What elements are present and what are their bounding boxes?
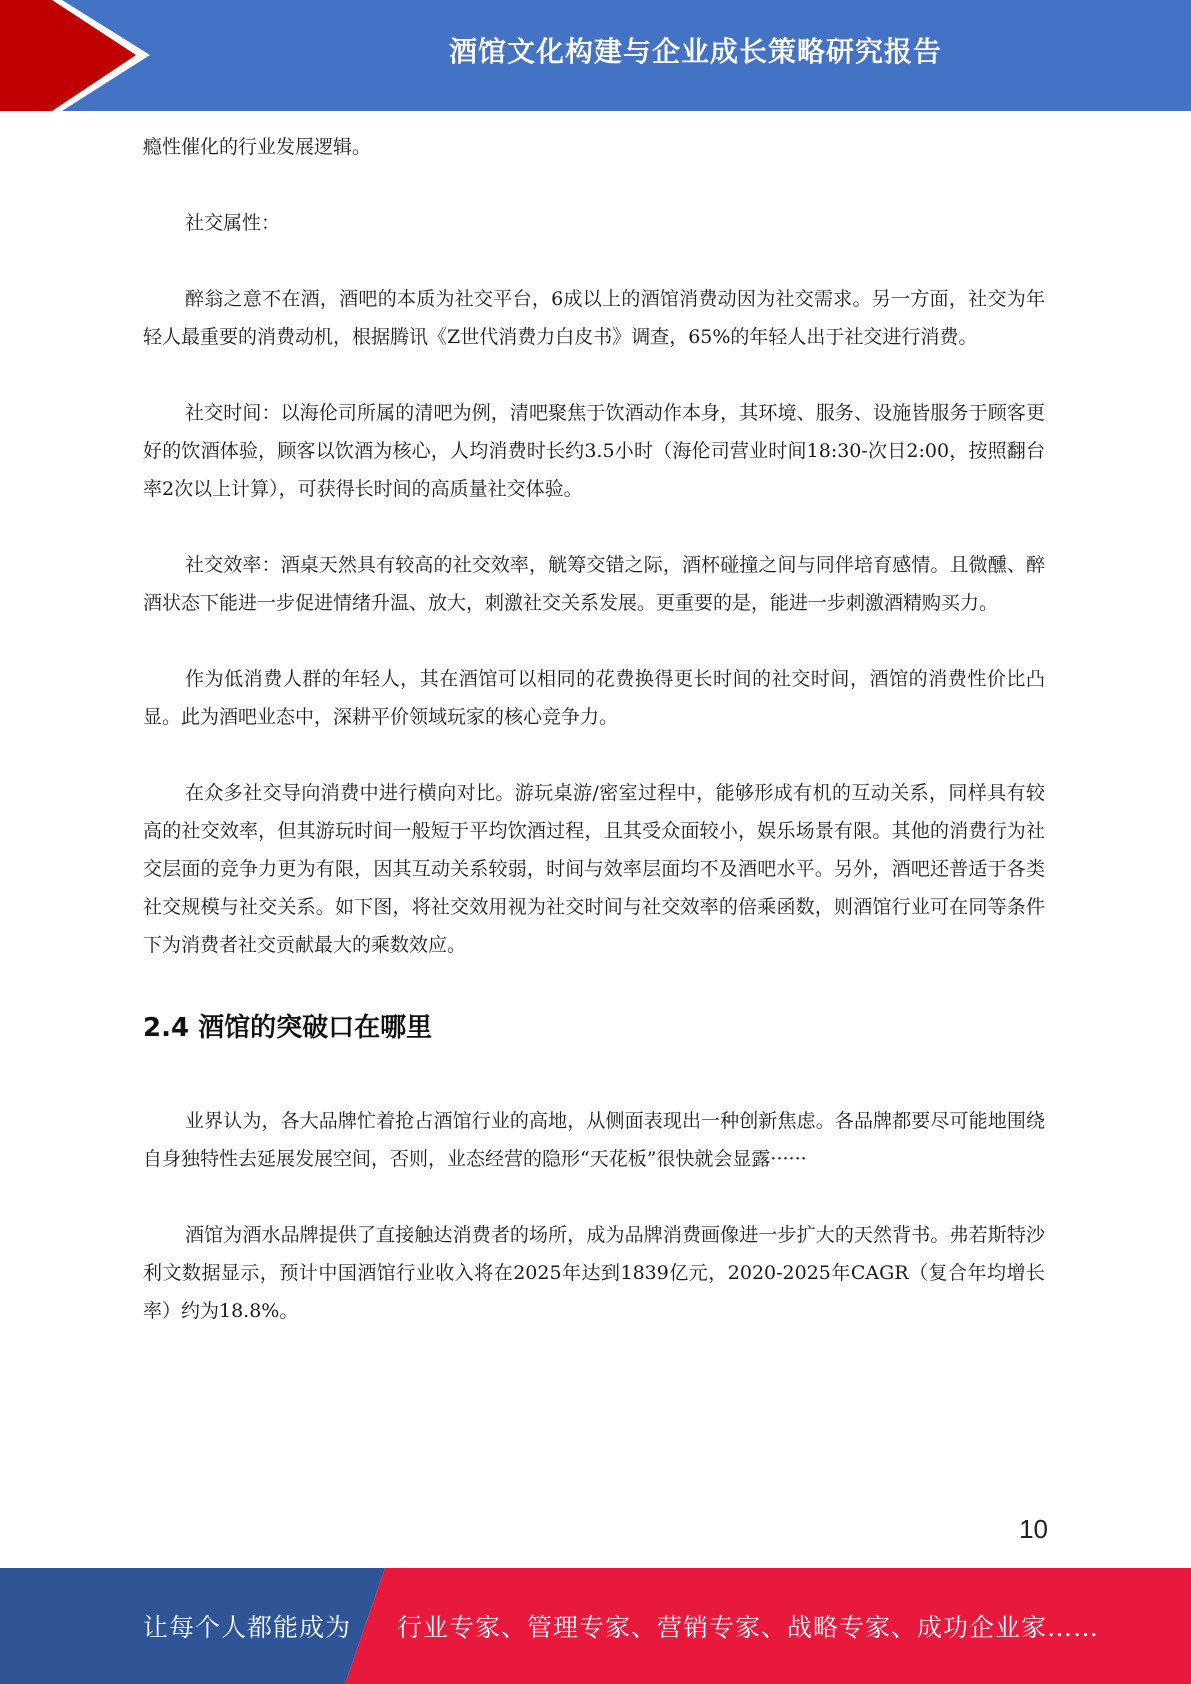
report-title: 酒馆文化构建与企业成长策略研究报告 (448, 35, 942, 68)
page-body (143, 128, 1045, 1330)
body-paragraph: 社交效率：酒桌天然具有较高的社交效率，觥筹交错之际，酒杯碰撞之间与同伴培育感情。且微醺、醉酒状态下能进一步促进情绪升温、放大，刺激社交关系发展。更重要的是，能进一步刺激酒精购买力。 (143, 554, 1045, 614)
body-paragraph: 在众多社交导向消费中进行横向对比。游玩桌游/密室过程中，能够形成有机的互动关系，同样具有较高的社交效率，但其游玩时间一般短于平均饮酒过程，且其受众面较小，娱乐场景有限。其他的消费行为社交层面的竞争力更为有限，因其互动关系较弱，时间与效率层面均不及酒吧水平。另外，酒吧还普适于各类社交规模与社交关系。如下图，将社交效用视为社交时间与社交效率的倍乘函数，则酒馆行业可在同等条件下为消费者社交贡献最大的乘数效应。 (143, 782, 1045, 956)
body-paragraph: 醉翁之意不在酒，酒吧的本质为社交平台，6成以上的酒馆消费动因为社交需求。另一方面，社交为年轻人最重要的消费动机，根据腾讯《Z世代消费力白皮书》调查，65%的年轻人出于社交进行消费。 (143, 288, 1045, 348)
footer-slogan-left: 让每个人都能成为 (143, 1613, 352, 1642)
page-footer (0, 1568, 1191, 1684)
body-paragraph: 社交时间：以海伦司所属的清吧为例，清吧聚焦于饮酒动作本身，其环境、服务、设施皆服务于顾客更好的饮酒体验，顾客以饮酒为核心，人均消费时长约3.5小时（海伦司营业时间18:30-次日2:00，按照翻台率2次以上计算），可获得长时间的高质量社交体验。 (143, 402, 1045, 500)
body-paragraph: 酒馆为酒水品牌提供了直接触达消费者的场所，成为品牌消费画像进一步扩大的天然背书。弗若斯特沙利文数据显示，预计中国酒馆行业收入将在2025年达到1839亿元，2020-2025年CAGR（复合年均增长率）约为18.8%。 (143, 1224, 1045, 1322)
footer-slogan-right: 行业专家、管理专家、营销专家、战略专家、成功企业家…… (397, 1613, 1100, 1642)
body-paragraph: 作为低消费人群的年轻人，其在酒馆可以相同的花费换得更长时间的社交时间，酒馆的消费性价比凸显。此为酒吧业态中，深耕平价领域玩家的核心竞争力。 (143, 668, 1045, 728)
page-header (0, 0, 1191, 111)
section-heading: 2.4 酒馆的突破口在哪里 (143, 1013, 433, 1043)
body-paragraph: 业界认为，各大品牌忙着抢占酒馆行业的高地，从侧面表现出一种创新焦虑。各品牌都要尽可能地围绕自身独特性去延展发展空间，否则，业态经营的隐形“天花板”很快就会显露······ (143, 1110, 1045, 1170)
body-paragraph: 瘾性催化的行业发展逻辑。 (143, 136, 372, 158)
subheading-social-attribute: 社交属性： (185, 212, 281, 234)
page-number: 10 (1019, 1514, 1048, 1544)
